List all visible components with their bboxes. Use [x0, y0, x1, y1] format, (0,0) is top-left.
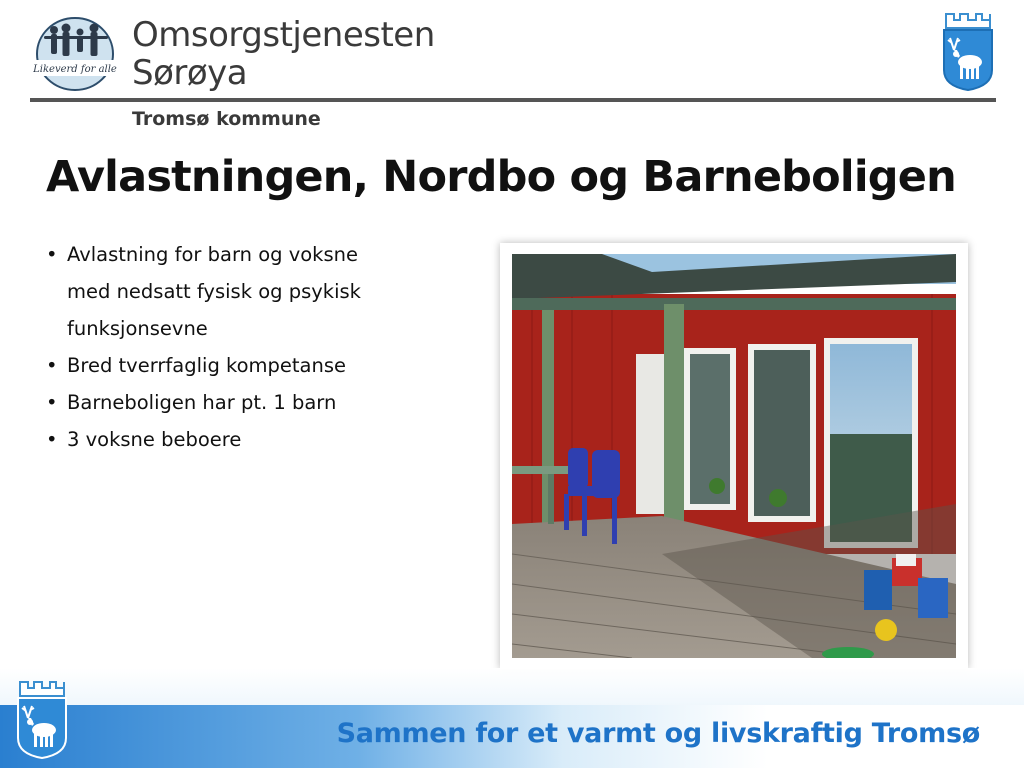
bullet-item: • Barneboligen har pt. 1 barn: [46, 384, 406, 421]
bullet-list: [46, 236, 406, 458]
header-divider: [30, 98, 996, 102]
tromso-crest-icon: [940, 10, 996, 92]
bullet-item: • 3 voksne beboere: [46, 421, 406, 458]
org-name-line1: Omsorgstjenesten: [132, 15, 435, 55]
svg-text:Likeverd for alle: Likeverd for alle: [33, 64, 117, 75]
slide-title: Avlastningen, Nordbo og Barneboligen: [46, 152, 956, 202]
photo-frame: [500, 243, 968, 669]
bullet-item: • Bred tverrfaglig kompetanse: [46, 347, 406, 384]
bullet-item: • Avlastning for barn og voksne med nedsatt fysisk og psykisk funksjonsevne: [46, 236, 406, 347]
house-photo: [512, 254, 956, 658]
organization-logo: [30, 14, 120, 94]
org-name-line2: Sørøya: [132, 53, 248, 93]
tromso-crest-icon: [14, 678, 70, 760]
organization-name: [132, 16, 435, 92]
footer-fade: [0, 668, 1024, 705]
municipality-name: Tromsø kommune: [132, 108, 321, 130]
footer-slogan: Sammen for et varmt og livskraftig Tromsø: [336, 718, 980, 749]
